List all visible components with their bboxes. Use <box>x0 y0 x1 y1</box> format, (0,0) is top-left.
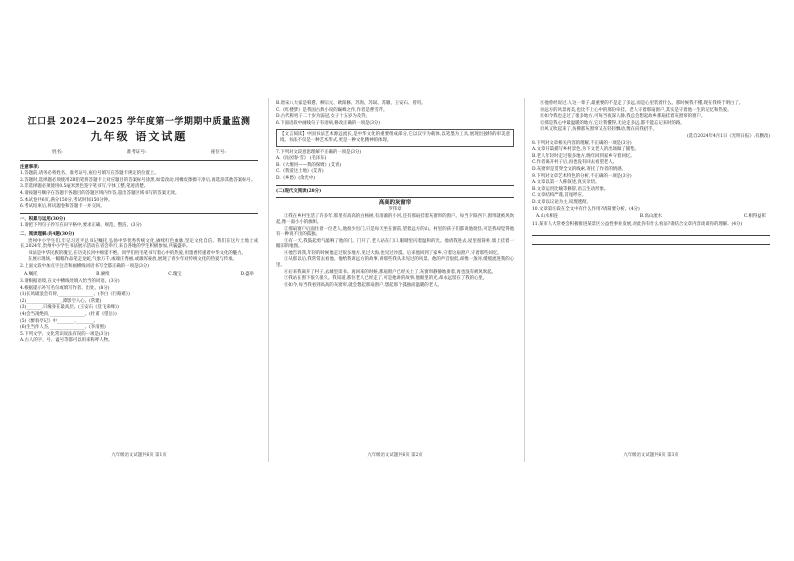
choice-option: D.盛举 <box>240 271 254 277</box>
essay-paragraph: ⑧如今,每当我看到高高的灰窗帘,就会想起那扇窗户,想起那个孤独而温暖的老人。 <box>284 282 442 288</box>
essay-paragraph: ⑫那是我心中最温暖的地方,它让我懂得,无论走多远,都不能忘记来时的路。 <box>540 120 685 126</box>
fill-item: (4)会当凌绝顶,________________。(杜甫《望岳》) <box>20 312 117 318</box>
choice-option: B.赓续 <box>96 271 110 277</box>
choice-option: A.山水相连 <box>536 214 559 220</box>
page-footer: 九年级语文试题共6页 第3页 <box>623 453 679 458</box>
divider-line <box>276 197 514 198</box>
choice-option: C.文章结构严谨,首尾呼应。 <box>532 193 587 199</box>
question-text: 4.根据提示补写名句或填写作者、出处。(8分) <box>20 285 110 291</box>
divider-line <box>20 213 258 214</box>
answer-line <box>532 229 770 236</box>
choice-option: C.瑰宝 <box>168 271 182 277</box>
essay-paragraph: ①我在乡村生活了许多年,那里有高高的白杨树,有清澈的小河,还有那扇挂着灰窗帘的窗户。每当夕阳西下,窗帘就被风吹起,像一面小小的旗帜。 <box>276 214 514 225</box>
choice-option: D.灰窗帘是贯穿全文的线索,寄托了作者的情感。 <box>532 166 626 172</box>
essay-paragraph: ⑥后来我离开了村子,去城里读书。再回来的时候,那扇窗户已经关上了,灰窗帘静静地垂着,再也没有被风吹起。 <box>284 269 496 275</box>
exam-subtitle: 九年级 语文试题 <box>90 130 188 143</box>
passage-paragraph: 贵州中小学生们,牢记习近平总书记嘱托,弘扬中华优秀传统文化,赓续红色血脉,坚定文化自信。我们在这片土地上成长,2024年,贵州中小学生书法展示活动在省会举行,来自各地的学生积极参加,共襄盛举。 <box>20 238 258 250</box>
question-text: 7.下列对文段意思理解不正确的一项是(3分) <box>276 149 362 155</box>
quote-text: 【文言阅读】中国书法艺术源远流长,是中华文化的重要组成部分,它以汉字为载体,以笔墨为工具,展现出独特的审美意境。书法不仅是一种艺术形式,更是一种文化精神的体现。 <box>280 132 510 143</box>
choice-option: C.《我爱这土地》(艾青) <box>276 169 324 175</box>
page-footer: 九年级语文试题共6页 第2页 <box>367 453 423 458</box>
ticket-label: 准考证号: <box>126 150 147 155</box>
source-note: (选自2024年4月1日《光明日报》,有删改) <box>686 133 770 139</box>
column-divider <box>268 98 269 462</box>
fill-item: (6)生当作人杰,________________。(李清照) <box>20 325 106 331</box>
exam-header <box>20 116 258 144</box>
choice-option: A.文章开篇描写乡村景色,为下文老人的出场做了铺垫。 <box>532 147 639 153</box>
fill-item: (3)_______,只缘身在最高层。(王安石《登飞来峰》) <box>20 305 119 311</box>
section-heading: (二)现代文阅读(28分) <box>276 188 322 194</box>
choice-option: A.嘱托 <box>24 271 38 277</box>
answer-line <box>532 238 770 245</box>
section-heading: 二、阅读理解:共4题(30分) <box>20 231 75 237</box>
essay-paragraph: ②那扇窗户后面住着一位老人,他很少出门,只是每天坐在窗前,望着远方的山。村里的孩子们都说他很怪,可是我却觉得他有一种说不出的孤独。 <box>276 226 514 238</box>
choice-option: A.《沁园春·雪》 (毛泽东) <box>276 156 327 162</box>
essay-paragraph: ⑨他曾经说过,人这一辈子,最重要的不是走了多远,而是心里装着什么。那时候我不懂,现在我终于明白了。 <box>540 101 744 106</box>
section-heading: 一、积累与运用(30分) <box>20 216 66 222</box>
choice-option: D.《乡愁》(余光中) <box>276 175 315 181</box>
choice-row <box>536 214 766 220</box>
essay-author: 罗伟章 <box>388 206 402 212</box>
essay-paragraph: ⑩远方的风景再美,也比不上心中的那份牵挂。老人守着那扇窗户,其实是守着他一生的记忆和热爱。 <box>540 107 732 113</box>
page-column-2 <box>276 100 514 450</box>
question-text: 3.请根据语境,在文中横线处填入恰当的词语。(3分) <box>20 279 120 285</box>
divider-line <box>20 160 258 161</box>
question-text: 2.上面文段中加点字注音和画横线词语书写全都正确的一项是(3分) <box>20 263 149 269</box>
notice-item: 1.答题前,请务必将姓名、准考证号,座位号填写在答题卡规定的位置上。 <box>20 171 159 177</box>
choice-option: C.作者离开村子后,再也没有回去看望老人。 <box>532 160 618 166</box>
question-text: 5.下列文学、文化常识说法有误的一项是(3分) <box>20 331 110 337</box>
page-footer: 九年级语文试题共6页 第1页 <box>111 453 167 458</box>
question-text: 8.下列对文章相关内容的理解,不正确的一项是(3分) <box>532 140 632 146</box>
question-text: 6.下面语段中画线句子有语病,修改正确的一项是(3分) <box>276 120 381 126</box>
question-text: 10.文章第⑧段在全文中有什么作用?请简要分析。(4分) <box>532 206 640 212</box>
choice-option: B.唐宋八大家是韩愈、柳宗元、欧阳修、苏洵、苏轼、苏辙、王安石、曾巩。 <box>276 101 426 106</box>
essay-paragraph: ⑬风又吹起来了,仿佛那灰窗帘又在轻轻飘动,像在向我招手。 <box>540 127 657 133</box>
choice-option: B.文章运用比喻等修辞,语言生动形象。 <box>532 186 609 192</box>
choice-option: D.古代称男子二十岁为弱冠,女子十五岁为及笄。 <box>276 114 370 120</box>
fill-item: (2)________________,潭影空人心。(常建) <box>20 298 102 304</box>
student-info-line <box>20 150 258 156</box>
choice-row <box>24 272 254 278</box>
notice-item: 4.请按题号顺序在答题卡各题目的答题区域内作答,超出答题区域书写的答案无效。 <box>20 190 180 196</box>
fill-item: (1)长风破浪会有时,________________。(李白《行路难》) <box>20 292 130 298</box>
passage-paragraph: 在展示现场,一幅幅作品笔走龙蛇,气象万千,或端庄秀丽,或雄浑豪放,展现了青少年对传统文化的热爱与传承。 <box>28 257 237 263</box>
essay-paragraph: ③有一天,我鼓起勇气敲响了他的门。门开了,老人站在门口,眼睛里闪着温和的光。他请我进去,屋里很简朴,墙上挂着一幅旧的地图。 <box>276 238 514 250</box>
exam-title: 江口县 2024—2025 学年度第一学期期中质量监测 <box>27 117 251 127</box>
notice-item: 2.答题时,选择题必须使用2B铅笔将答题卡上对应题目的答案标号涂黑,如需改动,用橡皮擦擦干净后,再选涂其他答案标号。 <box>20 177 256 183</box>
divider-line <box>276 185 514 186</box>
seat-label: 座位号: <box>210 150 226 155</box>
choice-option: A.古人的字、号、谥号等都可以用来称呼人物。 <box>20 338 113 344</box>
choice-option: B.高山流水 <box>639 214 663 220</box>
page-column-3 <box>532 100 770 450</box>
column-divider <box>524 98 525 462</box>
essay-paragraph: ④他告诉我,年轻的时候他走过很多地方,见过大海,也见过沙漠。后来他回到了家乡,守着这扇窗户,守着那些回忆。 <box>284 250 502 256</box>
quote-box <box>276 129 514 146</box>
name-label: 姓名: <box>51 150 63 155</box>
choice-option: D.文章以议论为主,说理透彻。 <box>532 199 591 205</box>
essay-title: 高高的灰窗帘 <box>378 200 412 207</box>
page-column-1 <box>20 100 258 450</box>
question-text: 9.下列对文章艺术特色的分析,不正确的一项是(3分) <box>532 173 632 179</box>
notice-item: 5.本试卷共6页,满分150分,考试时间150分钟。 <box>20 197 113 203</box>
notice-item: 3.非选择题必须使用0.5毫米黑色签字笔书写,字体工整,笔迹清楚。 <box>20 184 149 190</box>
notice-item: 6.考试结束后,将试题卷和答题卡一并交回。 <box>20 204 105 210</box>
choice-option: B.老人年轻时走过很多地方,晚年回到家乡守着回忆。 <box>532 153 635 159</box>
choice-option: A.文章以第一人称叙述,真实亲切。 <box>532 180 600 186</box>
passage-paragraph: 书法是中华民族的瑰宝,在历史长河中绵延不绝。同学们用毛笔书写着心中的热爱,用墨香传递着中华文化的魅力。 <box>28 250 246 256</box>
notice-heading: 注意事项: <box>20 164 40 170</box>
question-text: 11.某市人大常委会积极推进某景区公益性事业发展,对此你有什么看法?请结合文章内容谈谈你的理解。(4分) <box>532 221 743 227</box>
choice-option: C.相得益彰 <box>743 214 766 220</box>
choice-option: C.《红楼梦》是我国古典小说的巅峰之作,作者是曹雪芹。 <box>276 107 388 113</box>
question-text: 1.请把下列句子抄写在田字格中,要求正确、规范、整洁。(3分) <box>20 223 142 229</box>
choice-option: B.《大堰河——我的保姆》(艾青) <box>276 162 342 168</box>
fill-item: (5)《醉翁亭记》中________,________。 <box>20 318 98 324</box>
essay-paragraph: ⑦我站在窗下很久很久。我知道,那位老人已经走了,可是他讲的故事,他眼里的光,却永远留在了我的心里。 <box>284 276 488 282</box>
essay-paragraph: ⑤从那以后,我常常去看他。他给我讲远方的故事,讲那些我从未见过的风景。他的声音很低,却像一条河,缓缓流进我的心里。 <box>276 257 514 269</box>
essay-paragraph: ⑪如今我也走过了很多地方,可每当夜深人静,我总会想起故乡那扇挂着灰窗帘的窗户。 <box>540 114 706 120</box>
exam-sheet <box>14 92 778 470</box>
